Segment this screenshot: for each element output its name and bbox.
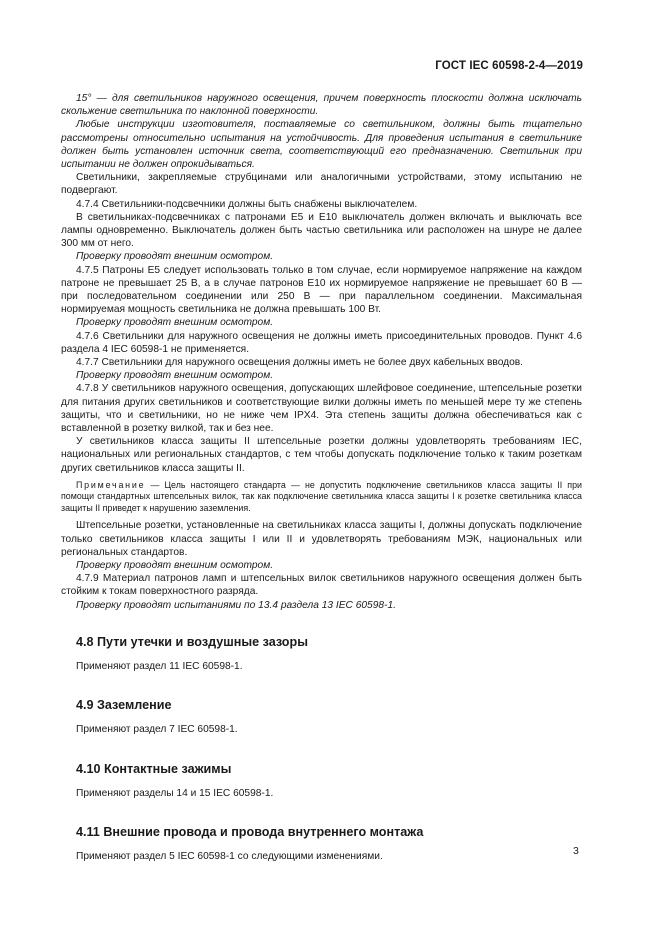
paragraph: Проверку проводят внешним осмотром. (76, 370, 274, 382)
paragraph: Штепсельные розетки, установленные на светильниках класса защиты I, должны допускать подключение только светильников класса защиты I или II и удовлетворять требованиям МЭК, национальных или региональных стандартов. (61, 520, 582, 558)
paragraph: Проверку проводят внешним осмотром. (76, 251, 274, 263)
note-label: Примечание (76, 479, 146, 490)
paragraph: 15° — для светильников наружного освещения, причем поверхность плоскости должна исключать скольжение светильника по наклонной поверхности. (61, 93, 582, 118)
paragraph: 4.7.4 Светильники-подсвечники должны быть снабжены выключателем. (76, 198, 418, 210)
paragraph: 4.7.9 Материал патронов ламп и штепсельных вилок светильников наружного освещения должен быть стойким к токам поверхностного разряда. (61, 573, 582, 598)
section-body: Применяют раздел 11 IEC 60598-1. (76, 661, 243, 673)
page-number: 3 (573, 845, 579, 857)
section-heading: 4.10 Контактные зажимы (76, 761, 232, 776)
paragraph: Проверку проводят внешним осмотром. (76, 317, 274, 329)
document-header: ГОСТ IEC 60598-2-4—2019 (435, 60, 583, 72)
paragraph: В светильниках-подсвечниках с патронами E5 и E10 выключатель должен включать и выключать все лампы одновременно. Выключатель должен быть частью светильника или расположен на шнуре не далее 300 мм от него. (61, 211, 582, 250)
paragraph: 4.7.8 У светильников наружного освещения, допускающих шлейфовое соединение, штепсельные розетки для питания других светильников и соответствующие вилки должны иметь по меньшей мере ту же степень защиты, что и светильники, но не ниже чем IPX4. Эта степень защиты должна обеспечиваться как с вставленной в розетку вилкой, так и без нее. (61, 383, 582, 435)
paragraph: 4.7.6 Светильники для наружного освещения не должны иметь присоединительных проводов. Пункт 4.6 раздела 4 IEC 60598-1 не применяется. (61, 330, 582, 355)
paragraph-block-2 (61, 519, 582, 611)
section-heading: 4.9 Заземление (76, 698, 172, 713)
section-body: Применяют разделы 14 и 15 IEC 60598-1. (76, 787, 274, 799)
section-heading: 4.11 Внешние провода и провода внутреннего монтажа (76, 825, 424, 840)
paragraph: Проверку проводят внешним осмотром. (76, 560, 274, 571)
paragraph: У светильников класса защиты II штепсельные розетки должны удовлетворять требованиям IEC, национальных или региональных стандартов, с тем чтобы допускать подключение только к таким розеткам других светильников класса защиты II. (61, 436, 582, 474)
paragraph: 4.7.7 Светильники для наружного освещения должны иметь не более двух кабельных вводов. (76, 357, 524, 369)
section-heading: 4.8 Пути утечки и воздушные зазоры (76, 634, 308, 649)
paragraph: Светильники, закрепляемые струбцинами или аналогичными устройствами, этому испытанию не подвергают. (61, 172, 582, 197)
sections (61, 636, 582, 864)
paragraph: 4.7.5 Патроны E5 следует использовать только в том случае, если нормируемое напряжение на каждом патроне не превышает 25 В, а в случае патронов E10 их нормируемое напряжение не превышает 60 В — при последовательном соединении или 250 В — при параллельном соединении. Максимальная нормируемая мощность светильника не должна превышать 100 Вт. (61, 264, 582, 316)
note-text: — Цель настоящего стандарта — не допустить подключение светильников класса защиты II при помощи стандартных штепсельных вилок, так как подключение светильника класса защиты I к розетке светильника класса защиты II приведет к нарушению заземления. (61, 479, 582, 513)
document-body (61, 92, 582, 863)
section-body: Применяют раздел 5 IEC 60598-1 со следующими изменениями. (76, 851, 383, 863)
section-body: Применяют раздел 7 IEC 60598-1. (76, 724, 238, 736)
paragraph-block-1 (61, 92, 582, 475)
paragraph: Любые инструкции изготовителя, поставляемые со светильником, должны быть тщательно рассмотрены относительно испытания на устойчивость. Для проведения испытания в светильнике должен быть установлен источник света, соответствующий его предназначению. Светильник при испытании не должен опрокидываться. (61, 119, 582, 171)
paragraph: Проверку проводят испытаниями по 13.4 раздела 13 IEC 60598-1. (76, 599, 396, 611)
note (61, 480, 582, 515)
